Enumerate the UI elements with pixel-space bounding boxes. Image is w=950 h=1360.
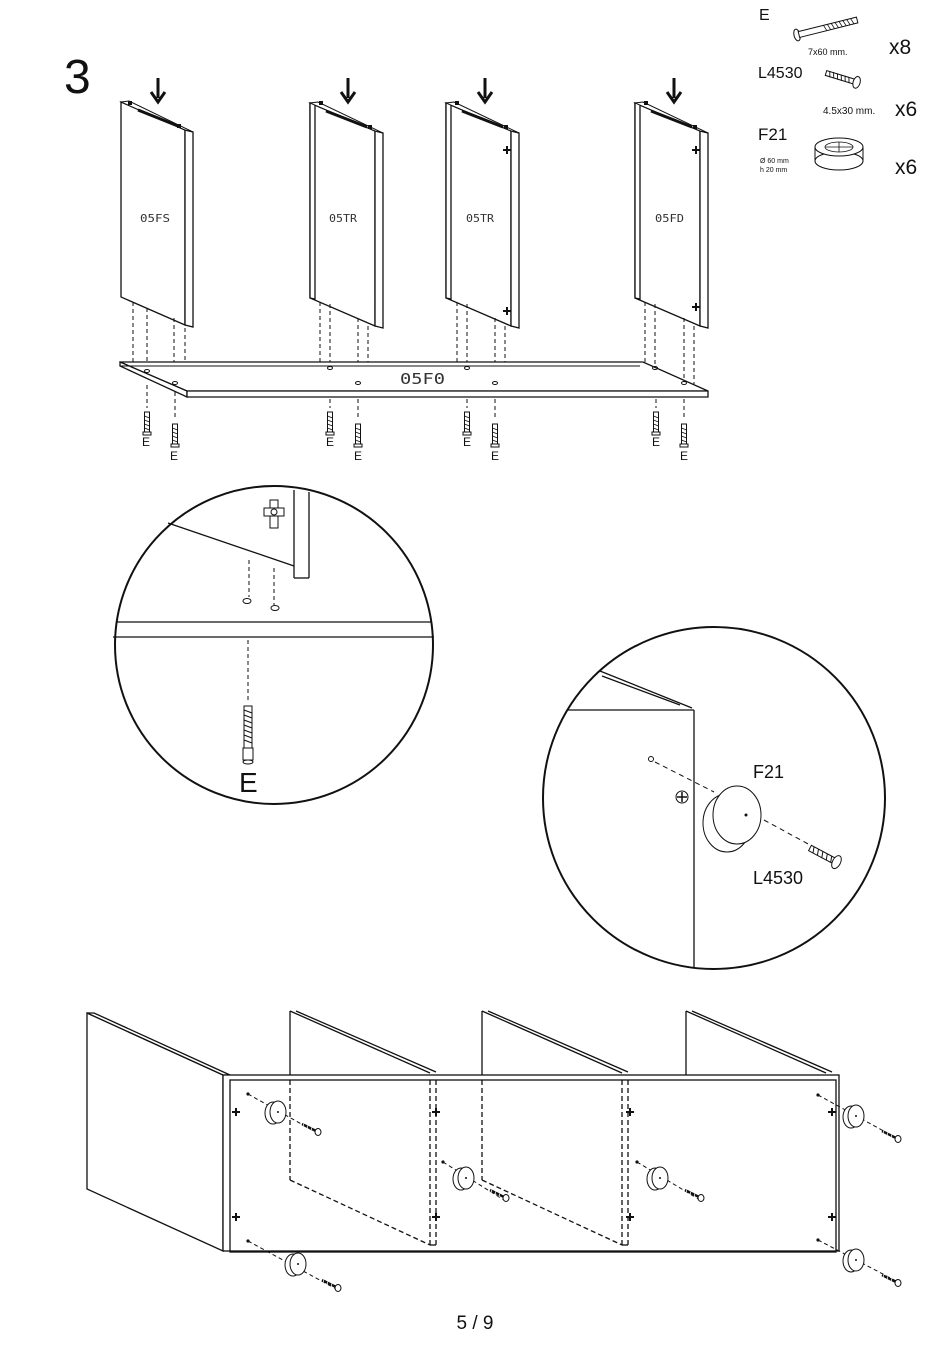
screw-e-label: E [463, 435, 472, 449]
detail-2-foot-label: F21 [753, 762, 785, 782]
screw-e-label: E [680, 449, 689, 463]
base-panel-label: 05F0 [400, 370, 445, 388]
assembled-cabinet-view [87, 1011, 839, 1252]
screw-e-label: E [491, 449, 500, 463]
dashed-guides-top [133, 302, 694, 420]
panel-label-05tr-1: 05TR [329, 212, 358, 225]
detail-circle-1 [113, 486, 434, 804]
detail-1-screw-label: E [239, 767, 258, 798]
screw-e-label: E [326, 435, 335, 449]
page-number: 5 / 9 [456, 1313, 494, 1334]
panel-label-05fd: 05FD [655, 212, 684, 225]
step-number: 3 [64, 51, 91, 104]
part-spec-f21-height: h 20 mm [760, 167, 788, 174]
screw-e-label: E [170, 449, 179, 463]
short-screw-icon [824, 67, 861, 89]
screw-e-label: E [652, 435, 661, 449]
down-arrow-icons [151, 78, 681, 102]
part-code-l4530: L4530 [758, 65, 803, 82]
part-spec-f21-diameter: Ø 60 mm [760, 158, 789, 165]
part-code-e: E [759, 7, 770, 24]
part-qty-f21: x6 [895, 156, 918, 179]
part-qty-e: x8 [889, 36, 912, 59]
panel-label-05tr-2: 05TR [466, 212, 495, 225]
detail-2-screw-label: L4530 [753, 868, 804, 888]
part-qty-l4530: x6 [895, 98, 918, 121]
part-spec-e: 7x60 mm. [808, 47, 848, 57]
detail-circle-2 [543, 627, 885, 969]
part-code-f21: F21 [758, 125, 788, 144]
panel-label-05fs: 05FS [140, 212, 170, 225]
e-screws [143, 412, 688, 447]
foot-pad-icon [815, 138, 863, 170]
screw-e-label: E [354, 449, 363, 463]
long-screw-icon [793, 14, 859, 41]
screw-e-label: E [142, 435, 151, 449]
part-spec-l4530: 4.5x30 mm. [823, 106, 876, 117]
screw-e-labels [142, 435, 688, 463]
